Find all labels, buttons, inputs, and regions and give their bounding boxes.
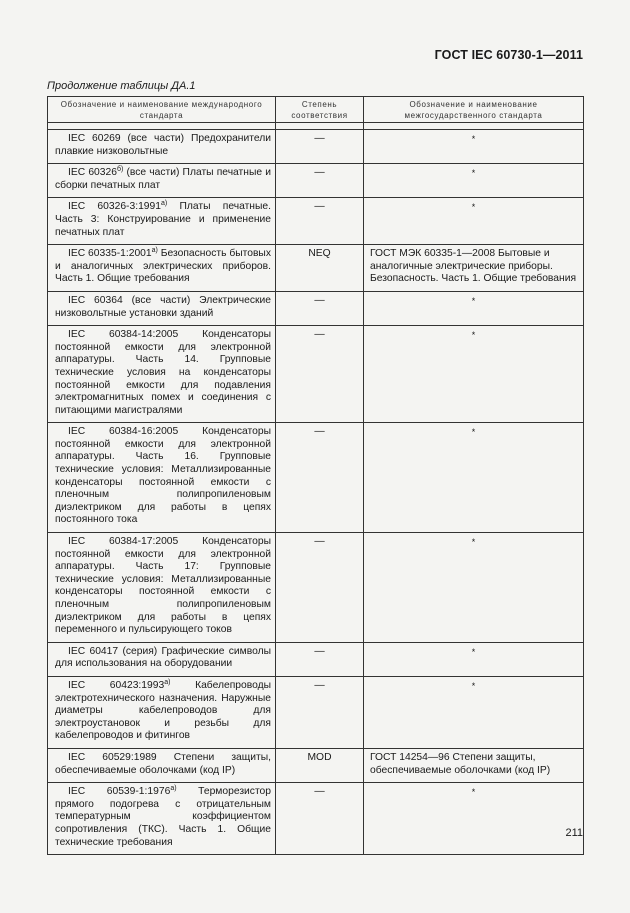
table-caption: Продолжение таблицы ДА.1 [47,80,196,92]
interstate-standard-cell: * [364,423,584,533]
degree-cell: — [276,326,364,423]
degree-cell: — [276,783,364,855]
international-standard-cell [48,326,276,423]
intl-title: (все части) Платы печатные и сборки печатных плат [55,167,271,191]
international-standard-cell [48,130,276,164]
intl-title: Конденсаторы постоянной емкости для электронной аппаратуры. Часть 16. Групповые технические условия: Металлизированные конденсаторы постоянной емкости с пленочным полипропиленовым диэлектриком для работы в цепях постоянного тока [55,426,272,526]
intl-code: IEC 60384-17:2005 [68,536,179,548]
table-row [48,198,584,245]
footnote-marker: б) [116,166,124,174]
table-row [48,642,584,676]
interstate-standard-cell: ГОСТ МЭК 60335-1—2008 Бытовые и аналогичные электрические приборы. Безопасность. Часть 1. Общие требования [364,245,584,292]
intl-title: Безопасность бытовых и аналогичных электрических приборов. Часть 1. Общие требования [55,248,271,285]
table-row [48,326,584,423]
interstate-standard-cell: * [364,130,584,164]
page-number: 211 [565,827,583,839]
interstate-standard-cell: * [364,164,584,198]
intl-title: Терморезистор прямого подогрева с отрицательным температурным коэффициентом сопротивления (ТКС). Часть 1. Общие технические требования [55,786,271,848]
degree-cell: MOD [276,748,364,782]
intl-code: IEC 60539-1:1976 [68,786,171,798]
intl-code: IEC 60364 [68,294,123,306]
international-standard-cell [48,533,276,643]
footnote-marker: а) [160,200,168,208]
table-header-row [48,97,584,123]
degree-cell: — [276,642,364,676]
intl-title: (все части) Электрические низковольтные установки зданий [55,294,271,319]
degree-cell: NEQ [276,245,364,292]
standard-code: ГОСТ IEC 60730-1—2011 [434,48,583,62]
gap-cell [276,123,364,130]
international-standard-cell [48,642,276,676]
table-row [48,423,584,533]
international-standard-cell [48,198,276,245]
header-gap-row [48,123,584,130]
degree-cell: — [276,198,364,245]
intl-code: IEC 60269 [68,133,121,144]
intl-title: Степени защиты, обеспечиваемые оболочками (код IP) [55,751,271,776]
interstate-standard-cell: * [364,642,584,676]
header-international-standard: Обозначение и наименование международного стандарта [48,97,276,123]
footnote-marker: а) [151,247,158,255]
intl-code: IEC 60384-14:2005 [68,329,179,341]
table-row [48,783,584,855]
degree-cell: — [276,676,364,748]
degree-cell: — [276,423,364,533]
degree-cell: — [276,164,364,198]
intl-title: Кабелепроводы электротехнического назначения. Наружные диаметры кабелепроводов для электроустановок и резьбы для кабелепроводов и фитингов [55,679,271,742]
international-standard-cell [48,423,276,533]
international-standard-cell [48,748,276,782]
table-row [48,164,584,198]
intl-code: IEC 60384-16:2005 [68,426,179,438]
intl-code: IEC 60326-3:1991 [68,201,161,213]
interstate-standard-cell: ГОСТ 14254—96 Степени защиты, обеспечиваемые оболочками (код IP) [364,748,584,782]
international-standard-cell [48,291,276,325]
header-degree-of-conformity: Степень соответствия [276,97,364,123]
interstate-standard-cell: * [364,291,584,325]
interstate-standard-cell: * [364,326,584,423]
table-row [48,245,584,292]
degree-cell: — [276,130,364,164]
intl-title: (серия) Графические символы для использования на оборудовании [55,645,271,670]
gap-cell [48,123,276,130]
table-row [48,533,584,643]
table-row [48,748,584,782]
intl-title: Конденсаторы постоянной емкости для электронной аппаратуры. Часть 14. Групповые технические условия на конденсаторы постоянной емкости для подавления электромагнитных помех и соединения с питающими магистралями [55,329,272,416]
intl-title: Платы печатные. Часть 3: Конструирование и применение печатных плат [55,201,271,238]
interstate-standard-cell: * [364,783,584,855]
table-row [48,291,584,325]
footnote-marker: а) [164,678,171,686]
degree-cell: — [276,533,364,643]
gap-cell [364,123,584,130]
interstate-standard-cell: * [364,198,584,245]
standards-table [47,96,584,855]
intl-code: IEC 60529:1989 [68,751,157,763]
degree-cell: — [276,291,364,325]
international-standard-cell [48,676,276,748]
table-row [48,130,584,164]
intl-code: IEC 60423:1993 [68,679,165,691]
intl-code: IEC 60417 [68,645,119,657]
table-row [48,676,584,748]
intl-title: (все части) Предохранители плавкие низковольтные [55,133,271,157]
header-interstate-standard: Обозначение и наименование межгосударственного стандарта [364,97,584,123]
international-standard-cell [48,783,276,855]
footnote-marker: а) [170,785,177,793]
interstate-standard-cell: * [364,533,584,643]
intl-code: IEC 60326 [68,167,117,179]
intl-title: Конденсаторы постоянной емкости для электронной аппаратуры. Часть 17: Групповые технические условия: Металлизированные конденсаторы постоянной емкости с пленочным полипропиленовым диэлектриком для работы в цепях переменного и пульсирующего токов [55,536,272,636]
intl-code: IEC 60335-1:2001 [68,248,152,260]
international-standard-cell [48,245,276,292]
interstate-standard-cell: * [364,676,584,748]
international-standard-cell [48,164,276,198]
